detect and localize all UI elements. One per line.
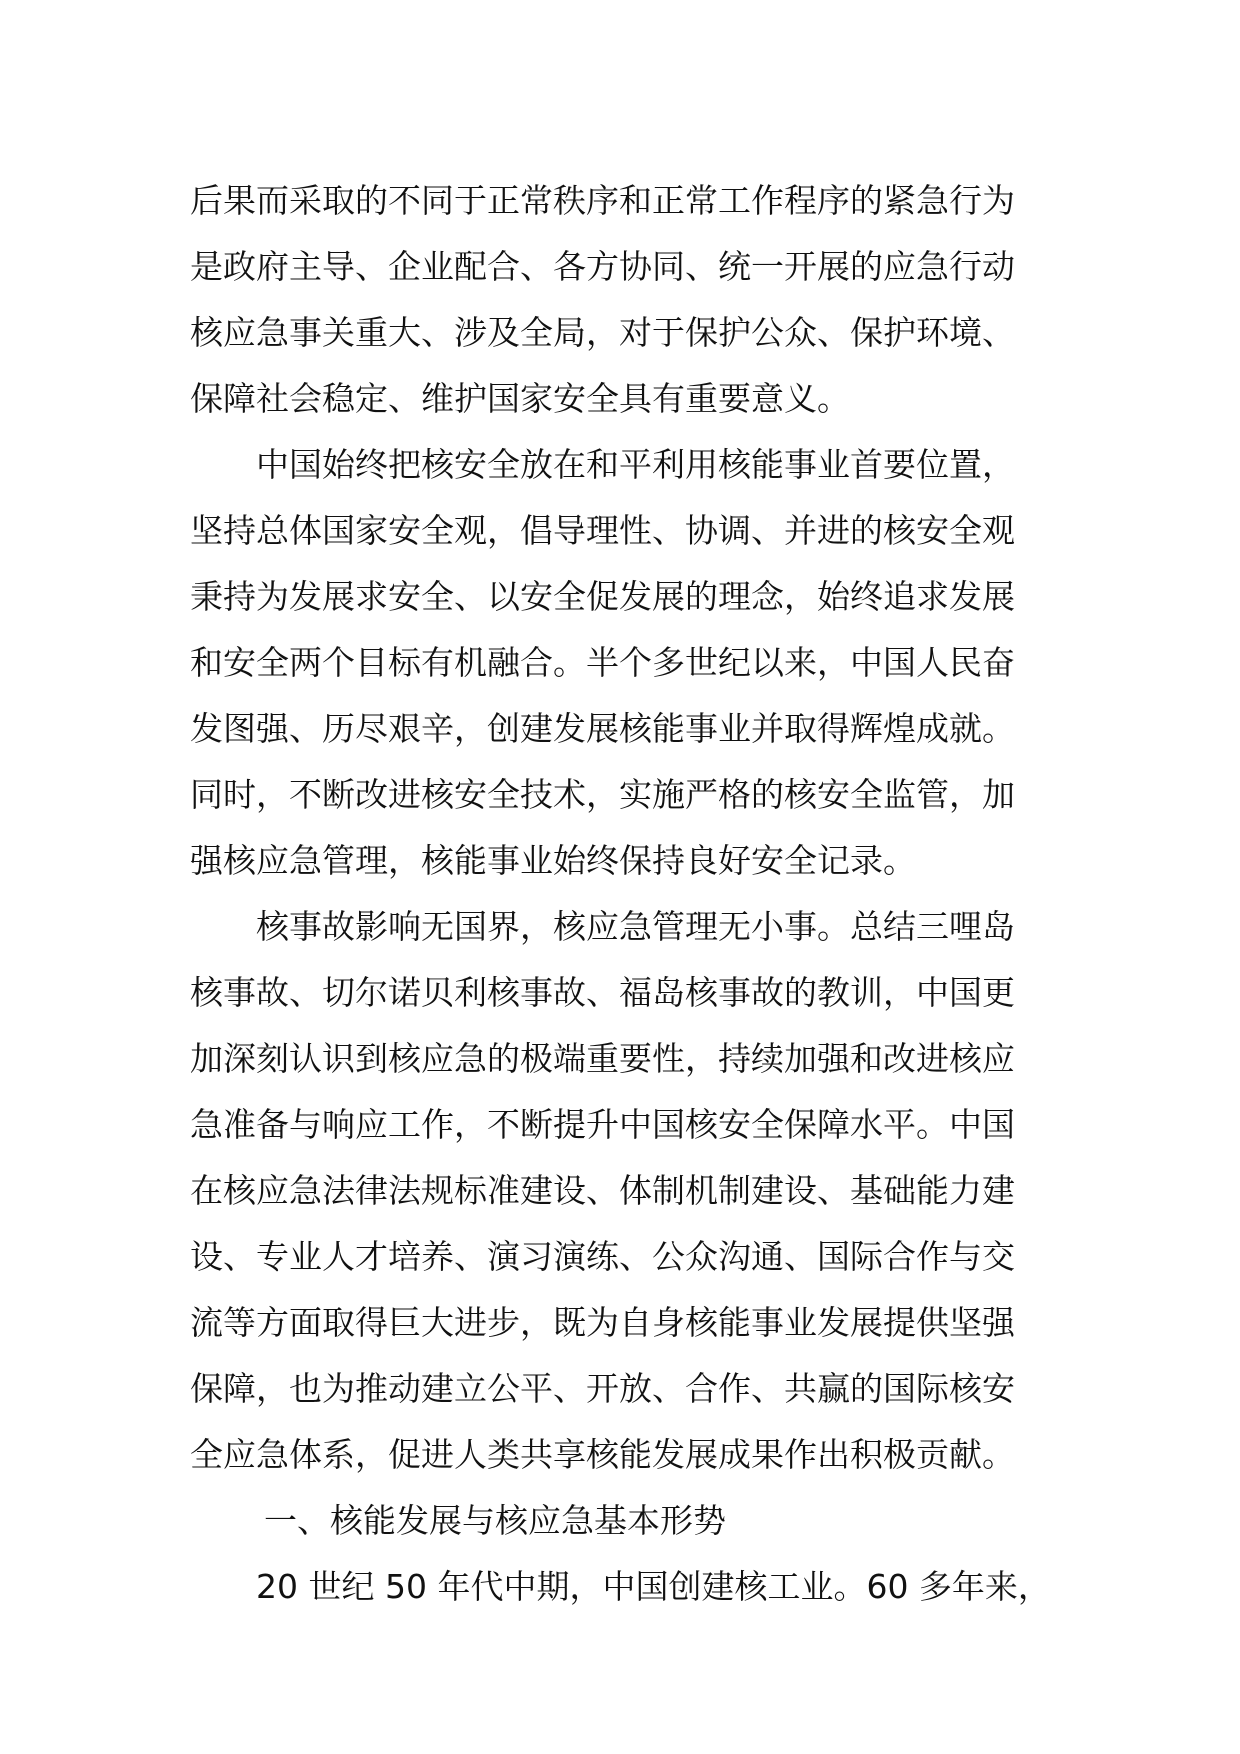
document-body — [190, 168, 1060, 1620]
body-line: 核应急事关重大、涉及全局，对于保护公众、保护环境、 — [190, 313, 1015, 352]
body-line: 保障社会稳定、维护国家安全具有重要意义。 — [190, 379, 850, 418]
body-line: 和安全两个目标有机融合。半个多世纪以来，中国人民奋 — [190, 643, 1015, 682]
paragraph-first-line: 20 世纪 50 年代中期，中国创建核工业。60 多年来， — [256, 1567, 1051, 1606]
body-line: 是政府主导、企业配合、各方协同、统一开展的应急行动 — [190, 247, 1015, 286]
body-line: 在核应急法律法规标准建设、体制机制建设、基础能力建 — [190, 1171, 1015, 1210]
body-line: 全应急体系，促进人类共享核能发展成果作出积极贡献。 — [190, 1435, 1015, 1474]
body-line: 急准备与响应工作，不断提升中国核安全保障水平。中国 — [190, 1105, 1015, 1144]
body-line: 加深刻认识到核应急的极端重要性，持续加强和改进核应 — [190, 1039, 1015, 1078]
body-line: 强核应急管理，核能事业始终保持良好安全记录。 — [190, 841, 916, 880]
body-line: 坚持总体国家安全观，倡导理性、协调、并进的核安全观 — [190, 511, 1015, 550]
body-line: 流等方面取得巨大进步，既为自身核能事业发展提供坚强 — [190, 1303, 1015, 1342]
body-line: 秉持为发展求安全、以安全促发展的理念，始终追求发展 — [190, 577, 1015, 616]
body-line: 同时，不断改进核安全技术，实施严格的核安全监管，加 — [190, 775, 1015, 814]
body-line: 核事故、切尔诺贝利核事故、福岛核事故的教训，中国更 — [190, 973, 1015, 1012]
paragraph-first-line: 核事故影响无国界，核应急管理无小事。总结三哩岛 — [256, 907, 1015, 946]
body-line: 后果而采取的不同于正常秩序和正常工作程序的紧急行为 — [190, 181, 1015, 220]
body-line: 保障，也为推动建立公平、开放、合作、共赢的国际核安 — [190, 1369, 1015, 1408]
body-line: 发图强、历尽艰辛，创建发展核能事业并取得辉煌成就。 — [190, 709, 1015, 748]
body-line: 设、专业人才培养、演习演练、公众沟通、国际合作与交 — [190, 1237, 1015, 1276]
section-heading: 一、核能发展与核应急基本形势 — [264, 1501, 726, 1540]
paragraph-first-line: 中国始终把核安全放在和平利用核能事业首要位置， — [256, 445, 1015, 484]
